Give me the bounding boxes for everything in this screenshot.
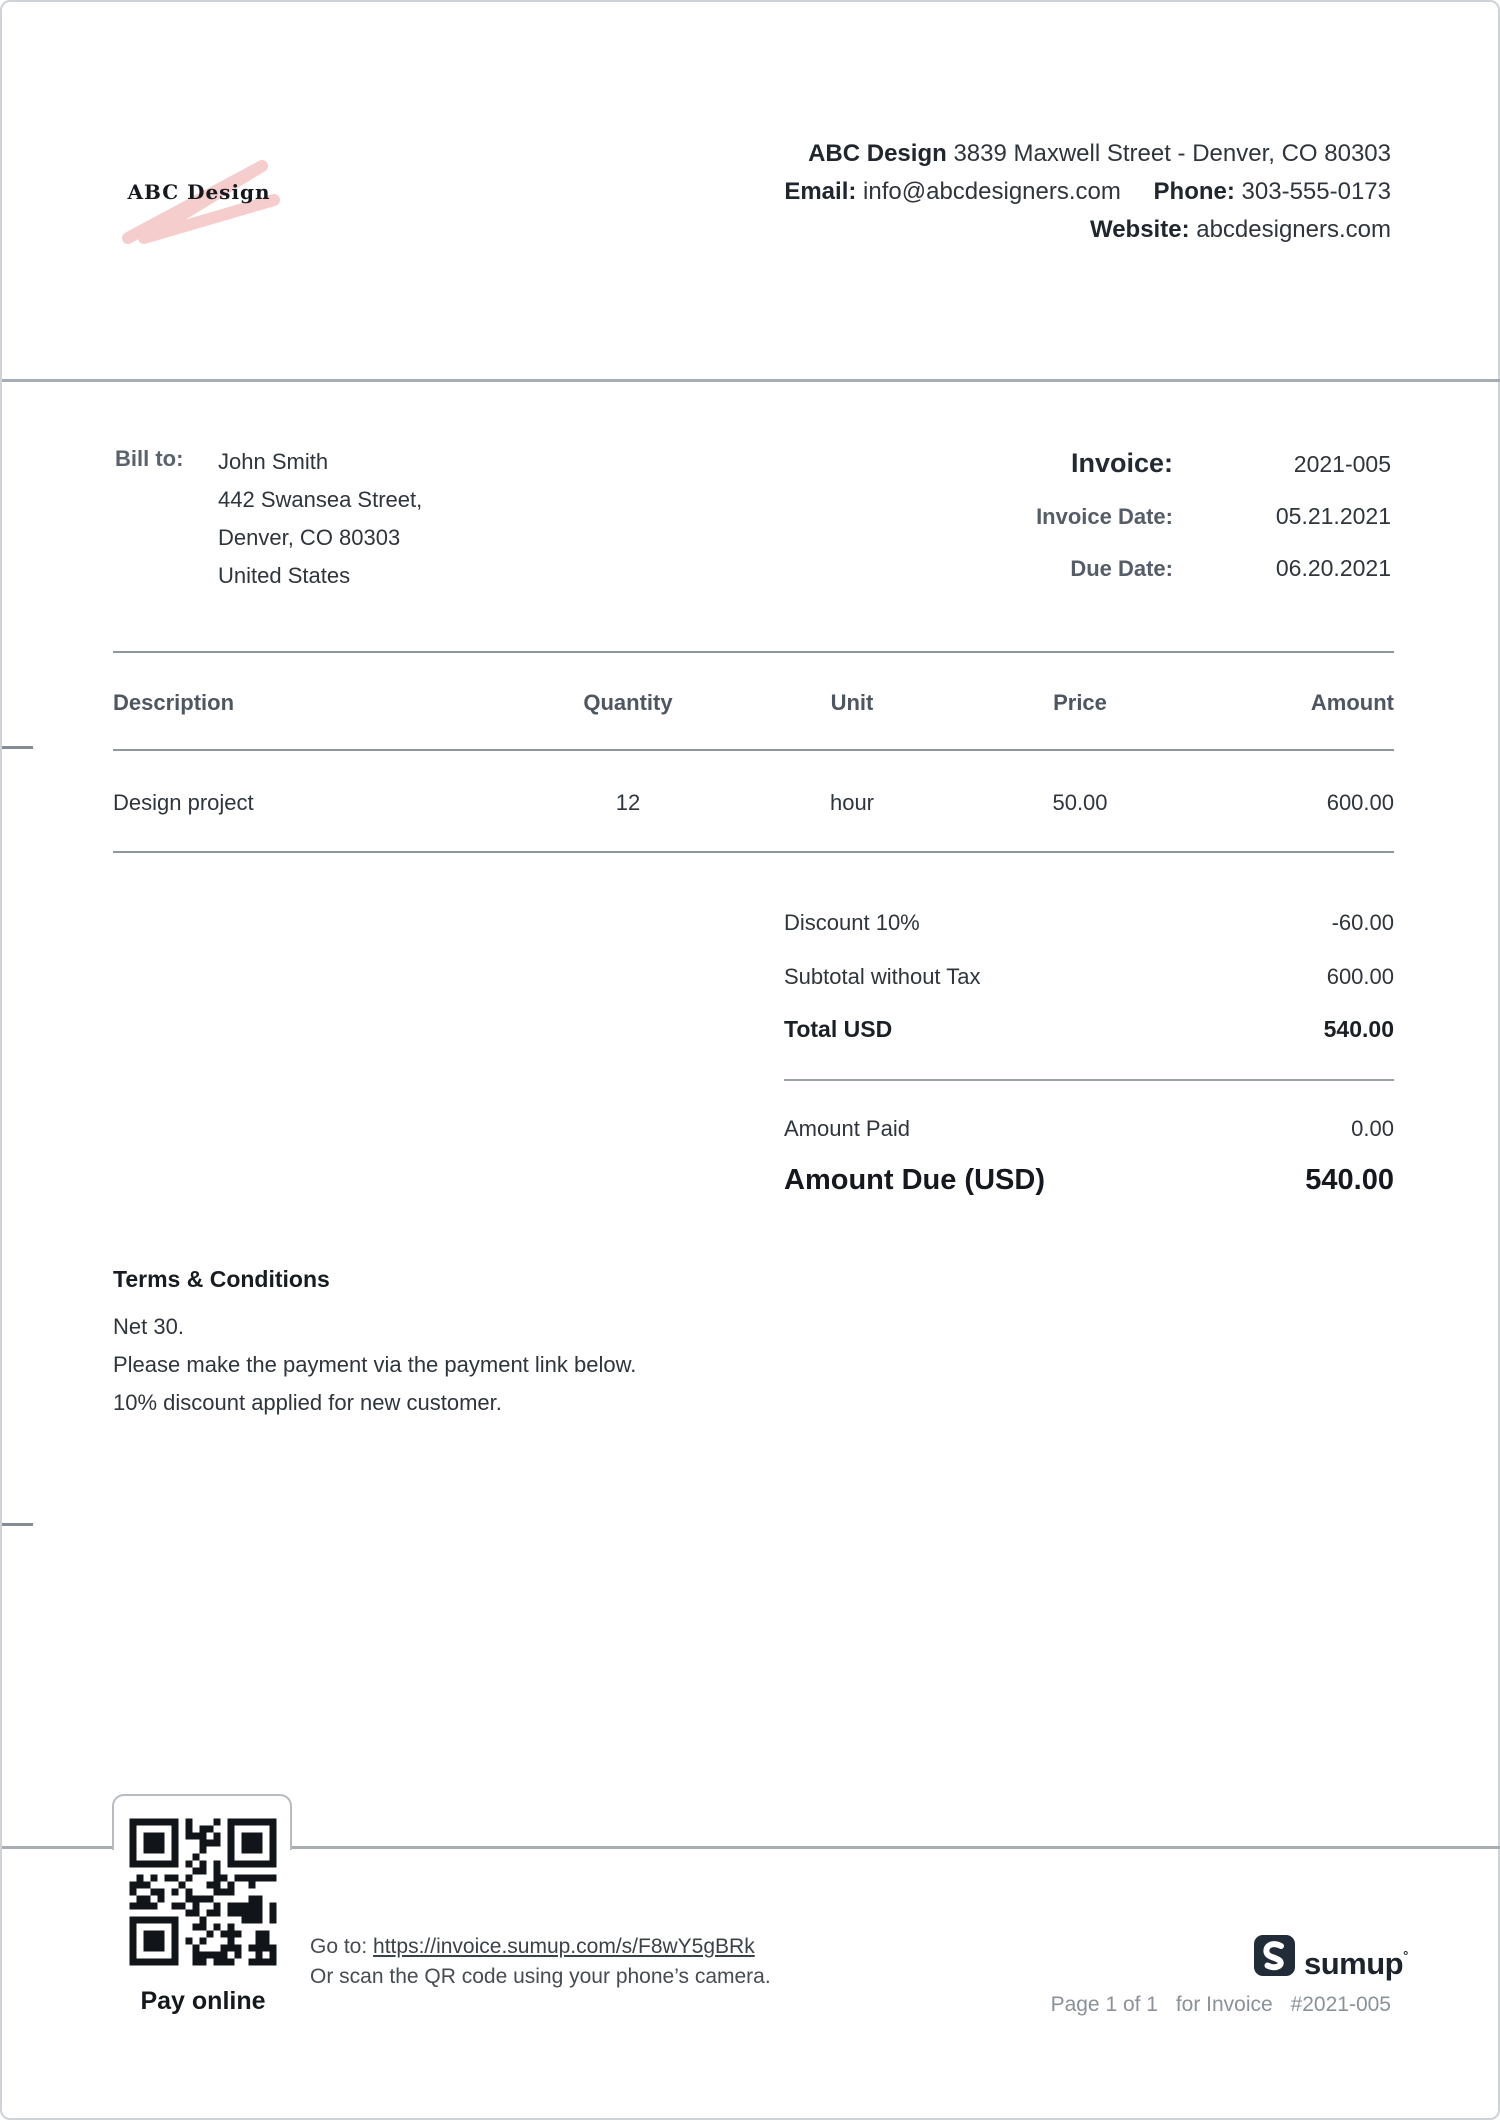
column-header-quantity: Quantity	[583, 690, 673, 715]
qr-code	[128, 1817, 280, 1969]
table-header-rule	[113, 749, 1394, 751]
column-header-price: Price	[1053, 690, 1107, 715]
total-value: 540.00	[1323, 1016, 1394, 1042]
column-header-description: Description	[113, 690, 235, 715]
invoice-label: Invoice:	[1070, 448, 1173, 478]
invoice-date-row	[1036, 503, 1391, 530]
website-label: Website:	[1089, 216, 1190, 243]
due-date: 06.20.2021	[1275, 555, 1391, 581]
totals-divider	[784, 1079, 1394, 1081]
email-value: info@abcdesigners.com	[863, 178, 1121, 205]
table-header-row	[113, 688, 1394, 718]
item-quantity: 12	[615, 790, 641, 815]
company-name: ABC Design	[808, 140, 947, 167]
subtotal-label: Subtotal without Tax	[784, 964, 981, 989]
company-address-line	[784, 135, 1391, 173]
customer-address-line: Denver, CO 80303	[218, 525, 401, 550]
amount-due-value: 540.00	[1305, 1164, 1394, 1196]
page-info	[1051, 1993, 1391, 2017]
due-date-label: Due Date:	[1070, 556, 1173, 581]
payment-link[interactable]: https://invoice.sumup.com/s/F8wY5gBRk	[373, 1935, 755, 1958]
subtotal-value: 600.00	[1326, 964, 1394, 989]
terms-line: Net 30.	[113, 1314, 184, 1339]
discount-value: -60.00	[1331, 910, 1394, 935]
item-price: 50.00	[1052, 790, 1108, 815]
due-date-row	[1070, 555, 1391, 582]
pay-online-label: Pay online	[140, 1987, 266, 2015]
amount-due-row	[784, 1160, 1394, 1200]
discount-row	[784, 908, 1394, 938]
phone-label: Phone:	[1153, 178, 1235, 205]
invoice-date-label: Invoice Date:	[1036, 504, 1173, 529]
amount-due-label: Amount Due (USD)	[784, 1164, 1045, 1196]
trademark-mark: °	[1403, 1948, 1408, 1963]
item-unit: hour	[829, 790, 875, 815]
column-header-amount: Amount	[1310, 690, 1394, 715]
fold-mark-bottom	[2, 1523, 33, 1526]
terms-line: 10% discount applied for new customer.	[113, 1390, 502, 1415]
customer-address-line: 442 Swansea Street,	[218, 487, 423, 512]
subtotal-row	[784, 962, 1394, 992]
company-email-phone-line	[784, 173, 1391, 211]
company-logo	[114, 142, 284, 252]
terms-heading: Terms & Conditions	[113, 1266, 330, 1292]
phone-value: 303-555-0173	[1241, 178, 1391, 205]
invoice-number-row	[1071, 448, 1391, 479]
amount-paid-row	[784, 1114, 1394, 1144]
table-bottom-rule	[113, 851, 1394, 853]
table-row	[113, 788, 1394, 818]
discount-label: Discount 10%	[784, 910, 920, 935]
go-to-label: Go to:	[310, 1935, 368, 1958]
item-description: Design project	[113, 790, 254, 815]
amount-paid-value: 0.00	[1351, 1116, 1394, 1141]
terms-line: Please make the payment via the payment link below.	[113, 1352, 637, 1377]
email-label: Email:	[784, 178, 857, 205]
bill-to-label: Bill to:	[115, 446, 184, 471]
fold-mark-top	[2, 746, 33, 749]
header-divider	[2, 379, 1500, 382]
terms-body	[113, 1308, 636, 1422]
item-amount: 600.00	[1326, 790, 1394, 815]
page-invoice-number: #2021-005	[1290, 1993, 1391, 2016]
page-for-invoice: for Invoice	[1175, 1993, 1273, 2016]
company-contact-block	[784, 135, 1391, 249]
logo-text: ABC Design	[127, 180, 271, 204]
sumup-wordmark-text: sumup	[1304, 1946, 1404, 1981]
customer-address-line: United States	[218, 563, 351, 588]
invoice-number: 2021-005	[1293, 451, 1391, 477]
total-label: Total USD	[784, 1016, 893, 1042]
company-address: 3839 Maxwell Street - Denver, CO 80303	[953, 140, 1391, 167]
column-header-unit: Unit	[830, 690, 874, 715]
total-row	[784, 1014, 1394, 1044]
bill-to-address	[218, 443, 422, 595]
invoice-date: 05.21.2021	[1275, 503, 1391, 529]
sumup-wordmark	[1304, 1935, 1408, 1981]
sumup-logo-icon	[1254, 1935, 1295, 1976]
scan-instruction: Or scan the QR code using your phone’s camera.	[310, 1965, 771, 1988]
table-top-rule	[113, 651, 1394, 653]
payment-link-line	[310, 1935, 755, 1959]
page-number: Page 1 of 1	[1050, 1993, 1158, 2016]
customer-name: John Smith	[218, 449, 329, 474]
company-website-line	[784, 211, 1391, 249]
website-value: abcdesigners.com	[1196, 216, 1391, 243]
amount-paid-label: Amount Paid	[784, 1116, 910, 1141]
